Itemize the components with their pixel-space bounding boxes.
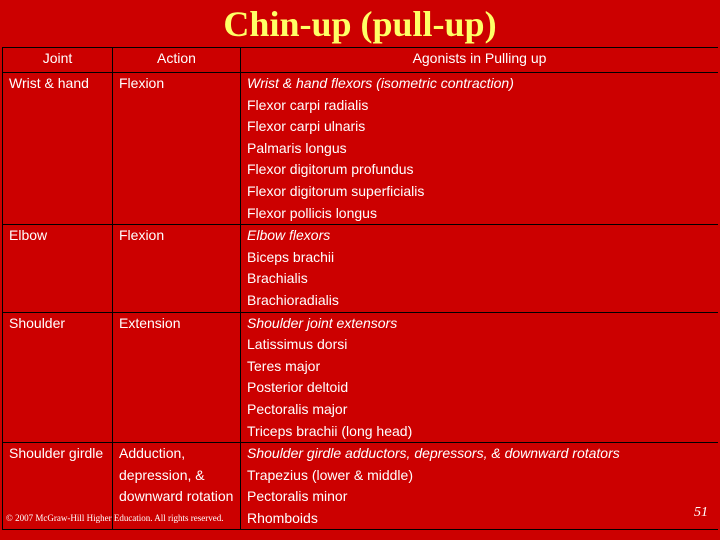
action-cell: Flexion — [113, 225, 241, 312]
column-header-joint: Joint — [3, 48, 113, 73]
muscle-group-label: Elbow flexors — [247, 227, 331, 244]
muscle-item: Flexor digitorum profundus — [247, 161, 414, 178]
action-cell: Extension — [113, 312, 241, 443]
slide-title: Chin-up (pull-up) — [223, 4, 497, 44]
muscle-item: Brachioradialis — [247, 291, 339, 308]
muscle-group-label: Wrist & hand flexors (isometric contraction) — [247, 75, 514, 91]
muscle-item: Rhomboids — [247, 509, 318, 526]
agonists-cell — [241, 225, 719, 312]
muscle-item: Flexor digitorum superficialis — [247, 182, 425, 199]
muscle-item: Triceps brachii (long head) — [247, 422, 413, 439]
muscle-item: Latissimus dorsi — [247, 336, 348, 353]
action-cell: Flexion — [113, 73, 241, 225]
copyright-footer: © 2007 McGraw-Hill Higher Education. All rights reserved. — [6, 513, 224, 523]
muscle-item: Flexor pollicis longus — [247, 204, 377, 221]
muscle-item: Flexor carpi radialis — [247, 96, 369, 113]
muscle-item: Pectoralis minor — [247, 488, 348, 505]
column-header-action: Action — [113, 48, 241, 73]
muscle-item: Brachialis — [247, 270, 308, 287]
agonists-cell — [241, 312, 719, 443]
muscle-table-container — [2, 47, 718, 540]
muscle-item: Trapezius (lower & middle) — [247, 466, 413, 483]
page-number: 51 — [694, 505, 708, 520]
column-header-agonists: Agonists in Pulling up — [241, 48, 719, 73]
muscle-item: Posterior deltoid — [247, 379, 349, 396]
muscle-item: Pectoralis major — [247, 400, 348, 417]
table-row-shoulder — [3, 312, 719, 443]
muscle-item: Palmaris longus — [247, 139, 347, 156]
muscle-group-label: Shoulder girdle adductors, depressors, & downward rotators — [247, 445, 620, 462]
muscle-analysis-table — [2, 47, 718, 530]
joint-cell: Wrist & hand — [3, 73, 113, 225]
agonists-cell — [241, 443, 719, 530]
agonists-cell — [241, 73, 719, 225]
joint-cell: Shoulder girdle — [3, 443, 113, 530]
muscle-item: Flexor carpi ulnaris — [247, 118, 366, 135]
table-row-wrist-hand — [3, 73, 719, 225]
table-header-row — [3, 48, 719, 73]
muscle-group-label: Shoulder joint extensors — [247, 314, 398, 331]
joint-cell: Elbow — [3, 225, 113, 312]
joint-cell: Shoulder — [3, 312, 113, 443]
muscle-item: Biceps brachii — [247, 248, 335, 265]
table-row-elbow — [3, 225, 719, 312]
muscle-item: Teres major — [247, 357, 321, 374]
action-cell: Adduction, depression, & downward rotation — [113, 443, 241, 530]
